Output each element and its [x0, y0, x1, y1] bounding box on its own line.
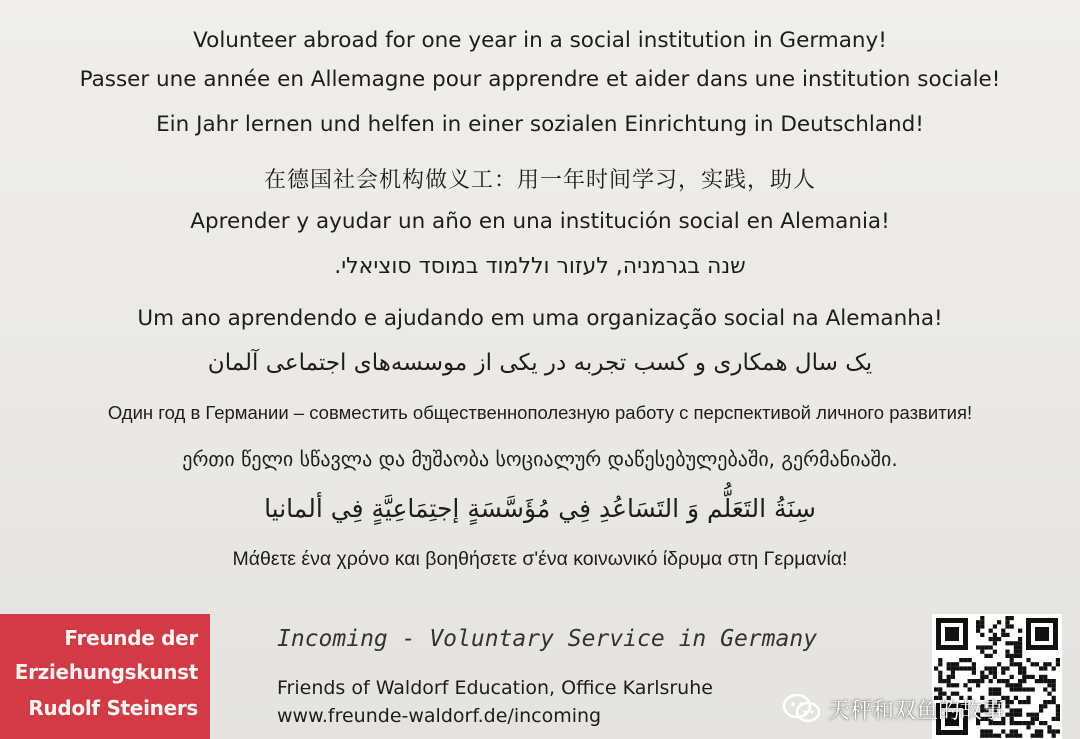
logo-line-3: Rudolf Steiners — [28, 696, 198, 720]
slogan-arabic: سِنَةُ التَعَلُّم وَ التَسَاعُدِ فِي مُؤَسَّسَةٍ إجتِمَاعِيَّةٍ فِي ألمانيا — [264, 494, 816, 523]
slogan-german: Ein Jahr lernen und helfen in einer sozialen Einrichtung in Deutschland! — [156, 112, 924, 137]
wechat-watermark — [782, 690, 1072, 730]
logo-line-2: Erziehungskunst — [14, 660, 198, 684]
wechat-icon — [782, 692, 822, 726]
slogan-persian: یک سال همکاری و کسب تجربه در یکی از موسسه‌های اجتماعی آلمان — [207, 350, 873, 376]
slogan-portuguese: Um ano aprendendo e ajudando em uma organização social na Alemanha! — [137, 306, 943, 331]
freunde-logo — [0, 614, 210, 739]
slogan-hebrew: שנה בגרמניה, לעזור וללמוד במוסד סוציאלי. — [334, 254, 746, 279]
footer-url[interactable]: www.freunde-waldorf.de/incoming — [277, 705, 602, 727]
slogan-french: Passer une année en Allemagne pour apprendre et aider dans une institution sociale! — [79, 67, 1001, 92]
slogan-georgian: ერთი წელი სწავლა და მუშაობა სოციალურ დაწესებულებაში, გერმანიაში. — [182, 447, 898, 471]
footer-subtitle: Friends of Waldorf Education, Office Karlsruhe — [277, 677, 713, 699]
watermark-text: 天秤和双鱼的故事 — [828, 699, 1005, 724]
slogan-spanish: Aprender y ayudar un año en una institución social en Alemania! — [190, 209, 890, 234]
slogan-english: Volunteer abroad for one year in a social institution in Germany! — [193, 28, 887, 53]
slogan-russian: Один год в Германии – совместить общественнополезную работу с перспективой личного развития! — [107, 402, 973, 423]
slogan-greek: Μάθετε ένα χρόνο και βοηθήσετε σ'ένα κοινωνικό ίδρυμα στη Γερμανία! — [232, 548, 848, 570]
logo-line-1: Freunde der — [64, 626, 198, 650]
slogan-chinese: 在德国社会机构做义工：用一年时间学习，实践，助人 — [263, 168, 816, 193]
footer-title: Incoming - Voluntary Service in Germany — [277, 626, 818, 652]
